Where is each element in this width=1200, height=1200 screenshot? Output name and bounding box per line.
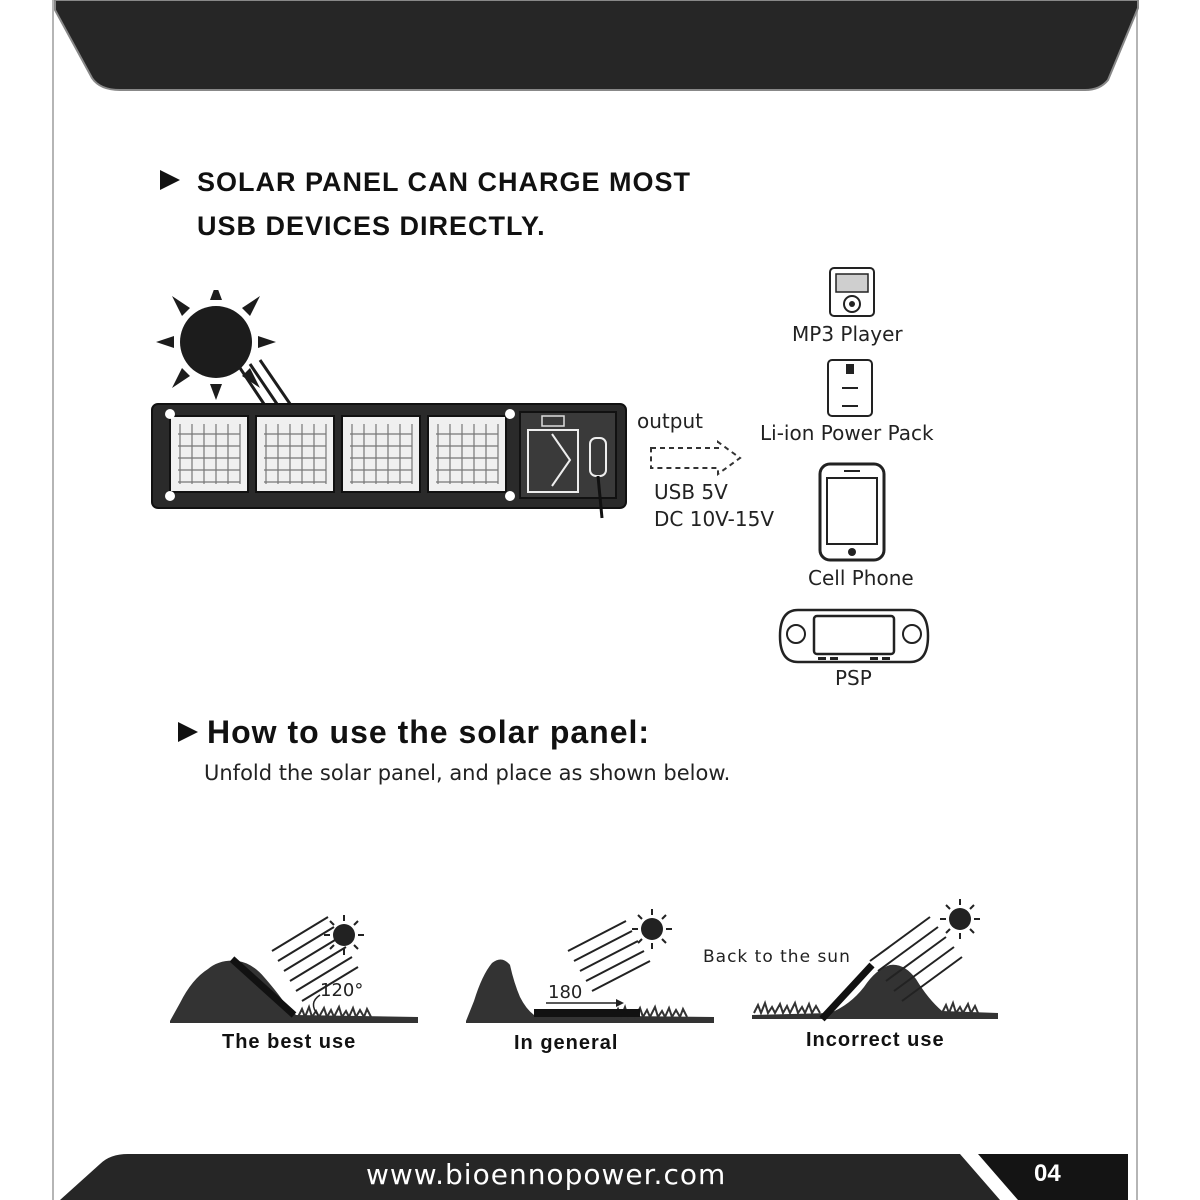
general-use-caption: In general	[514, 1032, 619, 1054]
dashed-arrow-icon	[648, 440, 748, 476]
best-use-caption: The best use	[222, 1031, 357, 1053]
general-use-diagram	[464, 905, 716, 1030]
bullet-arrow-icon	[160, 170, 180, 190]
bullet-arrow-icon	[178, 722, 198, 742]
psp-label: PSP	[835, 666, 872, 690]
cell-phone-icon	[818, 462, 886, 562]
spec-usb: USB 5V	[654, 480, 728, 504]
best-use-diagram	[168, 905, 420, 1030]
spec-dc: DC 10V-15V	[654, 507, 775, 531]
incorrect-use-note: Back to the sun	[703, 947, 851, 967]
howto-subtitle: Unfold the solar panel, and place as shown below.	[204, 761, 731, 785]
solar-panel-illustration	[150, 400, 630, 520]
power-pack-label: Li-ion Power Pack	[760, 421, 934, 445]
section-heading-line2: USB DEVICES DIRECTLY.	[197, 211, 546, 241]
page-number: 04	[1034, 1160, 1061, 1187]
incorrect-use-caption: Incorrect use	[806, 1029, 945, 1051]
footer-url[interactable]: www.bioennopower.com	[366, 1158, 727, 1191]
howto-title: How to use the solar panel:	[207, 714, 651, 750]
mp3-player-label: MP3 Player	[792, 322, 903, 346]
general-use-angle: 180	[548, 982, 583, 1003]
cell-phone-label: Cell Phone	[808, 566, 914, 590]
best-use-angle: 120°	[320, 980, 364, 1001]
header-band	[0, 0, 1200, 95]
mp3-player-icon	[828, 266, 876, 318]
psp-icon	[778, 606, 930, 666]
power-pack-icon	[826, 358, 874, 418]
output-label: output	[637, 409, 703, 433]
section-heading-line1: SOLAR PANEL CAN CHARGE MOST	[197, 167, 692, 197]
